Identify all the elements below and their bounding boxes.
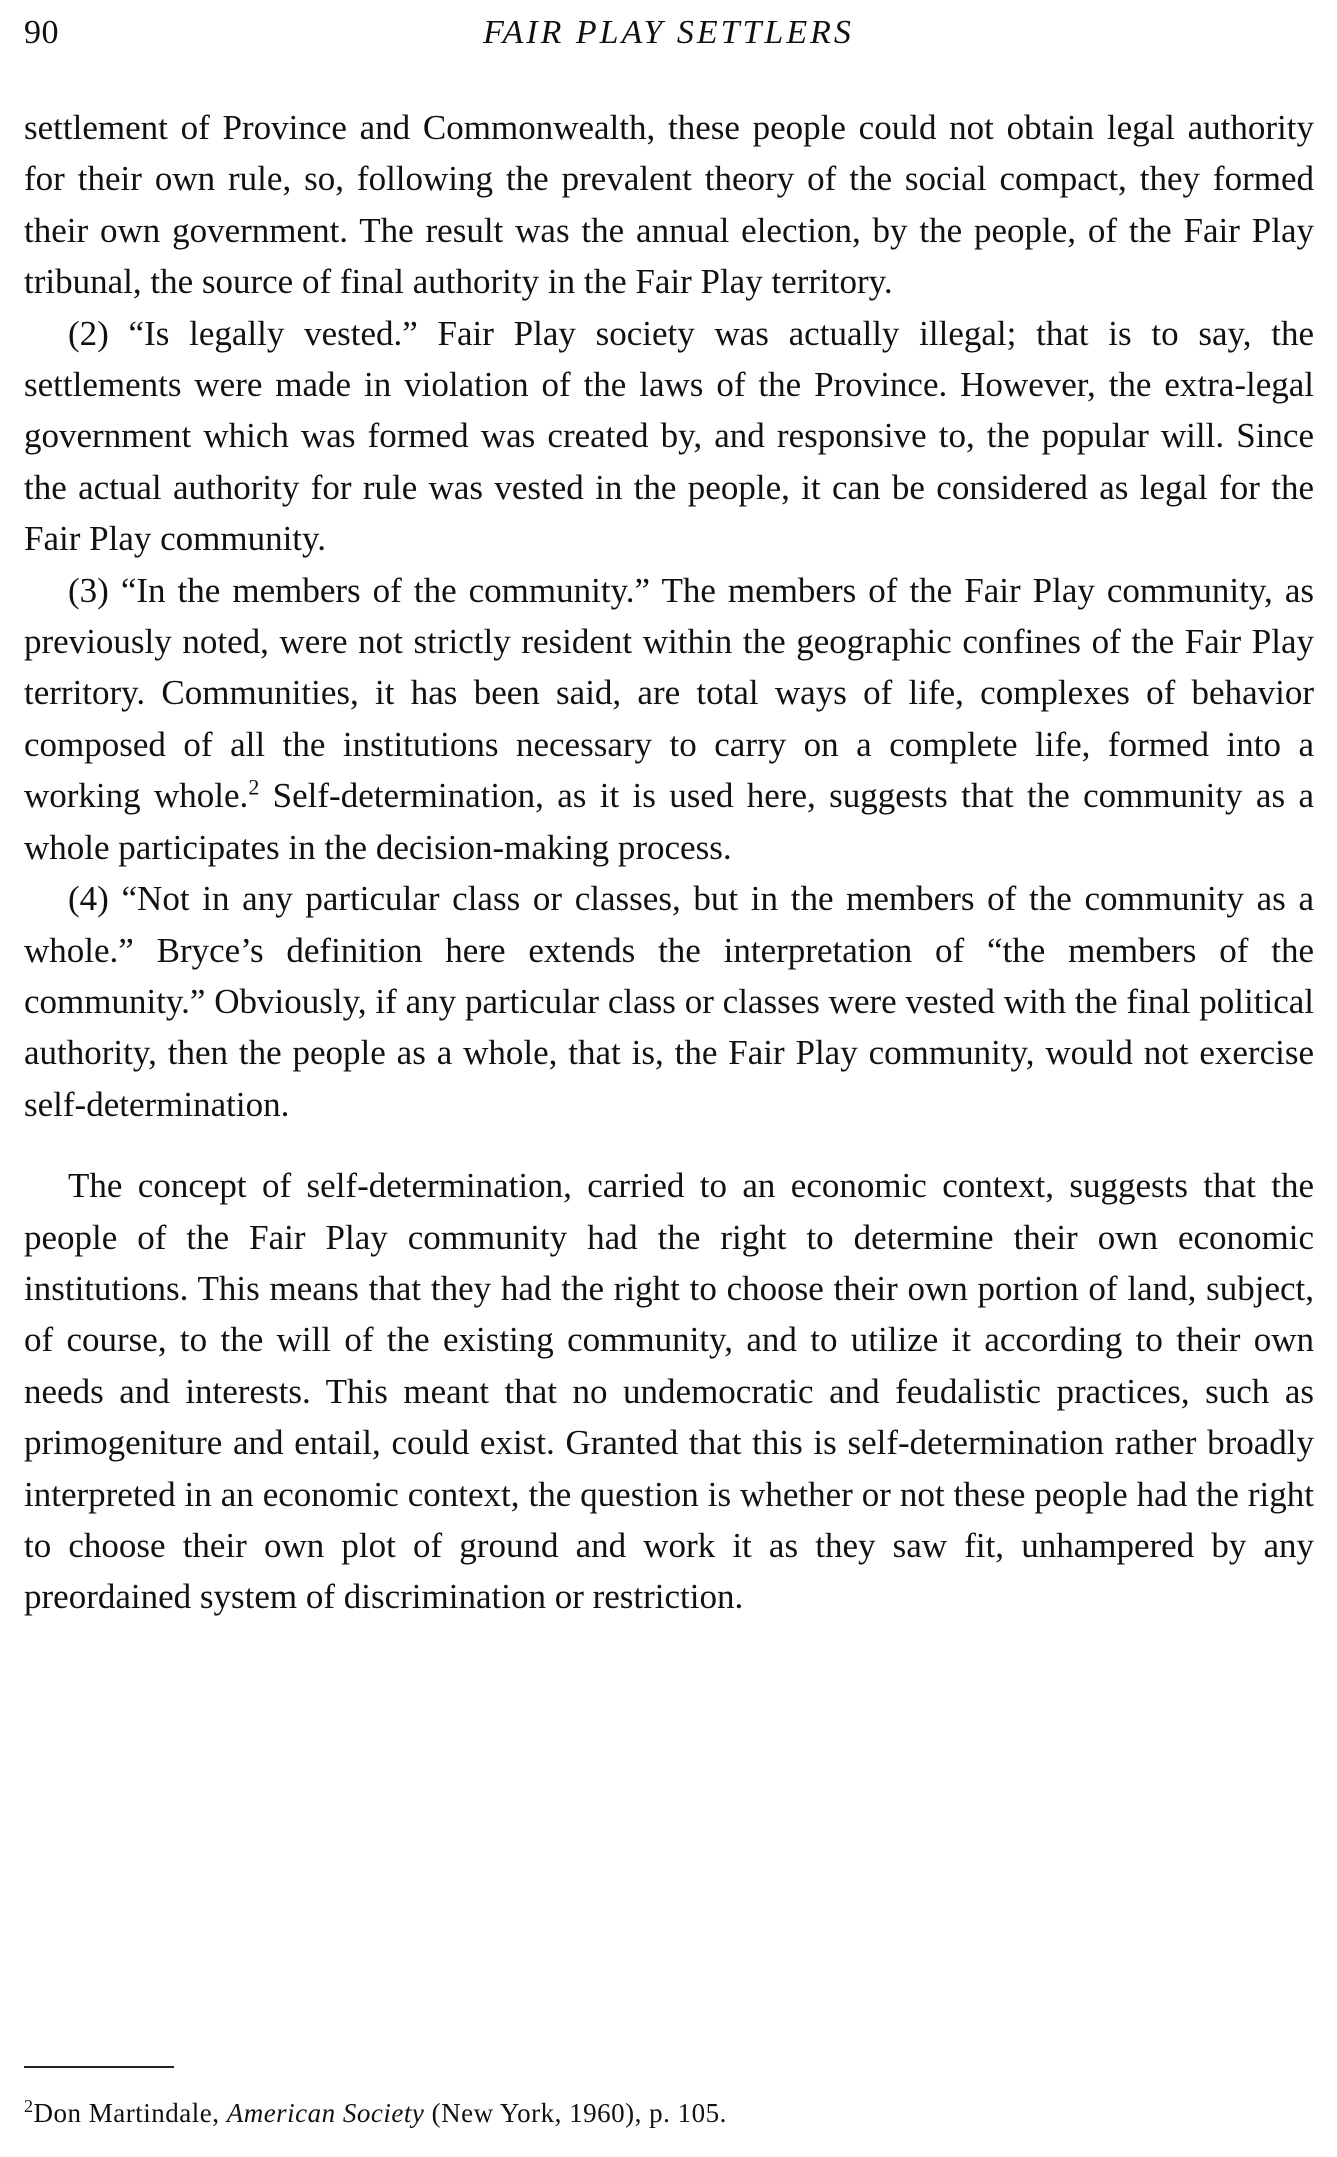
footnote-reference: 2 <box>248 774 260 800</box>
paragraph-continuation: settlement of Province and Commonwealth, these people could not obtain legal authority for their own rule, so, following the prevalent theory of the social compact, they formed their own government. The result was the annual election, by the people, of the Fair Play tribunal, the source of final authority in the Fair Play territory. <box>24 108 1314 302</box>
footnote-divider <box>24 2066 174 2068</box>
paragraph-point-4: (4) “Not in any particular class or classes, but in the members of the community as a whole.” Bryce’s definition here extends the interpretation of “the members of the community.” Obviously, if any particular class or classes were vested with the final political authority, then the people as a whole, that is, the Fair Play community, would not exercise self-determination. <box>24 879 1314 1124</box>
page-header <box>0 6 1337 58</box>
paragraph-point-3-text: (3) “In the members of the community.” The members of the Fair Play community, as previously noted, were not strictly resident within the geographic confines of the Fair Play territory. Communities, it has been said, are total ways of life, complexes of behavior composed of all the institutions necessary to carry on a complete life, formed into a working whole. <box>24 570 1314 816</box>
paragraph-point-3 <box>24 565 1314 873</box>
paragraph-point-2: (2) “Is legally vested.” Fair Play society was actually illegal; that is to say, the settlements were made in violation of the laws of the Province. However, the extra-legal government which was formed was created by, and responsive to, the popular will. Since the actual authority for rule was vested in the people, it can be considered as legal for the Fair Play community. <box>24 313 1314 559</box>
footnote-marker: 2 <box>24 2096 34 2116</box>
footnote-details: (New York, 1960), p. 105. <box>424 2098 727 2128</box>
paragraph-economic-context: The concept of self-determination, carried to an economic context, suggests that the people of the Fair Play community had the right to determine their own economic institutions. This means that they had the right to choose their own portion of land, subject, of course, to the will of the existing community, and to utilize it according to their own needs and interests. This meant that no undemocratic and feudalistic practices, such as primogeniture and entail, could exist. Granted that this is self-determination rather broadly interpreted in an economic context, the question is whether or not these people had the right to choose their own plot of ground and work it as they saw fit, unhampered by any preordained system of discrimination or restriction. <box>24 1166 1314 1617</box>
footnote-author: Don Martindale, <box>33 2098 227 2128</box>
footnote-book-title: American Society <box>226 2098 425 2128</box>
footnote <box>24 2096 727 2130</box>
paragraph-point-3-text-continued: Self-determination, as it is used here, suggests that the community as a whole participates in the decision-making process. <box>24 776 1314 867</box>
page-number: 90 <box>24 14 59 51</box>
running-head: FAIR PLAY SETTLERS <box>483 14 854 51</box>
body-text <box>24 102 1314 1623</box>
